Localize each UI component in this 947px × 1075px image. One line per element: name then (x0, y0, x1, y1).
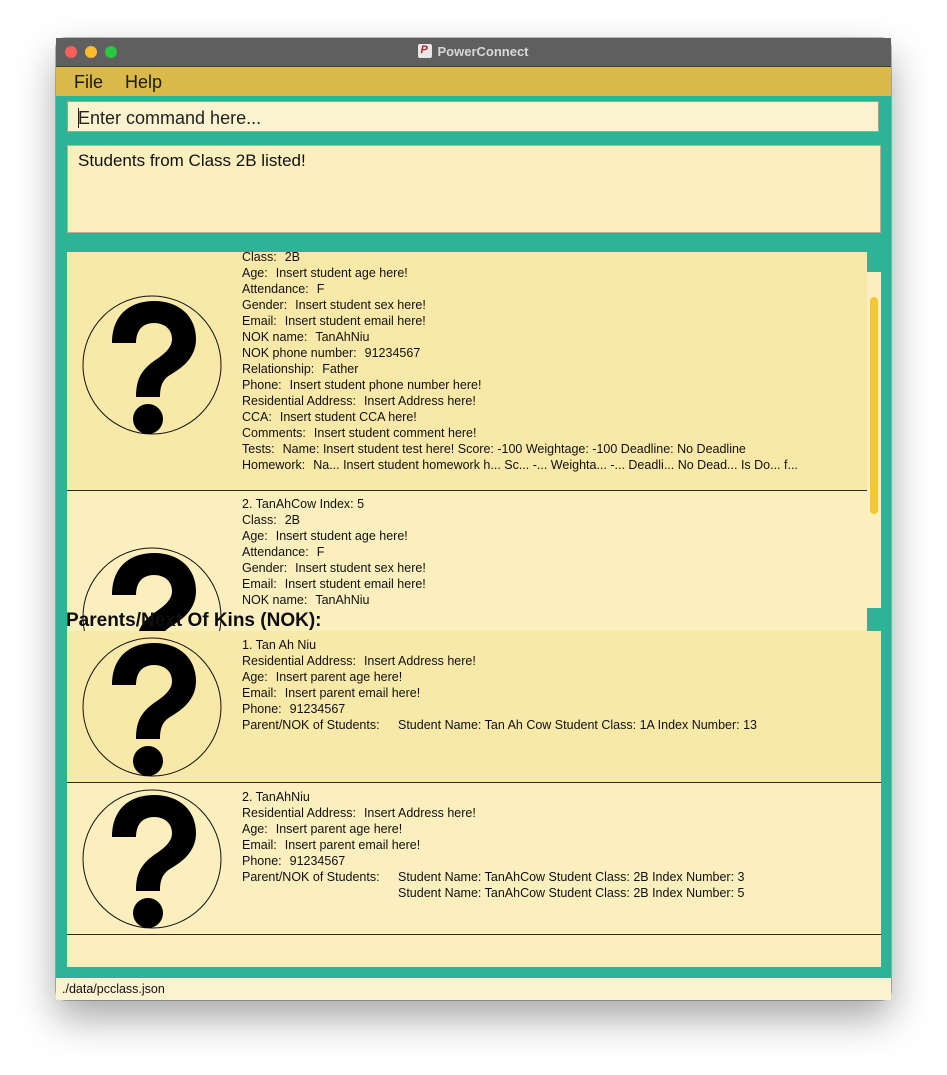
attendance-label: Attendance: (242, 545, 309, 559)
address-label: Residential Address: (242, 806, 356, 820)
title-bar[interactable] (56, 38, 891, 67)
parent-info (242, 637, 757, 733)
relationship-label: Relationship: (242, 362, 315, 376)
tests-label: Tests: (242, 442, 275, 456)
tests-value: Name: Insert student test here! Score: -100 Weightage: -100 Deadline: No Deadline (282, 442, 746, 456)
email-value: Insert parent email here! (284, 686, 421, 700)
student-info (242, 249, 798, 473)
address-label: Residential Address: (242, 654, 356, 668)
parent-info (242, 789, 744, 901)
address-value: Insert Address here! (363, 654, 476, 668)
email-label: Email: (242, 314, 277, 328)
age-label: Age: (242, 529, 268, 543)
result-message: Students from Class 2B listed! (78, 151, 306, 170)
nok-name-value: TanAhNiu (315, 593, 370, 607)
text-caret (78, 108, 79, 128)
class-value: 2B (284, 250, 301, 264)
age-label: Age: (242, 266, 268, 280)
linked-student: Student Name: TanAhCow Student Class: 2B Index Number: 5 (398, 886, 745, 900)
relationship-value: Father (322, 362, 359, 376)
email-label: Email: (242, 577, 277, 591)
command-box[interactable] (67, 101, 879, 132)
gender-value: Insert student sex here! (295, 298, 426, 312)
parents-section-title: Parents/Next Of Kins (NOK): (66, 610, 322, 631)
cca-value: Insert student CCA here! (279, 410, 417, 424)
window-title-area (56, 44, 891, 59)
gender-label: Gender: (242, 561, 288, 575)
data-file-path: ./data/pcclass.json (62, 982, 165, 996)
linked-student: Student Name: TanAhCow Student Class: 2B Index Number: 3 (398, 870, 745, 884)
parent-header: 1. Tan Ah Niu (242, 638, 317, 652)
result-display (67, 145, 881, 233)
student-list[interactable] (67, 250, 881, 608)
attendance-label: Attendance: (242, 282, 309, 296)
parent-list[interactable] (67, 631, 881, 967)
age-value: Insert student age here! (275, 529, 408, 543)
phone-label: Phone: (242, 378, 282, 392)
phone-label: Phone: (242, 702, 282, 716)
attendance-value: F (316, 282, 325, 296)
app-icon: P (418, 44, 432, 58)
email-value: Insert parent email here! (284, 838, 421, 852)
student-list-scrollbar[interactable] (870, 297, 878, 514)
linked-students-label: Parent/NOK of Students: (242, 870, 380, 884)
age-value: Insert parent age here! (275, 670, 403, 684)
comments-label: Comments: (242, 426, 306, 440)
gender-value: Insert student sex here! (295, 561, 426, 575)
homework-label: Homework: (242, 458, 306, 472)
address-label: Residential Address: (242, 394, 356, 408)
linked-students-label: Parent/NOK of Students: (242, 718, 380, 732)
menu-file[interactable]: File (74, 72, 104, 92)
parent-card[interactable] (67, 783, 881, 935)
nok-phone-label: NOK phone number: (242, 346, 357, 360)
status-bar (56, 978, 891, 1000)
email-value: Insert student email here! (284, 577, 426, 591)
phone-label: Phone: (242, 854, 282, 868)
comments-value: Insert student comment here! (313, 426, 477, 440)
nok-name-label: NOK name: (242, 330, 308, 344)
address-value: Insert Address here! (363, 806, 476, 820)
class-label: Class: (242, 250, 277, 264)
phone-value: Insert student phone number here! (289, 378, 482, 392)
student-info (242, 496, 426, 608)
age-value: Insert student age here! (275, 266, 408, 280)
app-window (56, 38, 891, 1000)
age-label: Age: (242, 822, 268, 836)
homework-value: Na... Insert student homework h... Sc... -... Weighta... -... Deadli... No Dead... Is Do... f... (313, 458, 798, 472)
age-value: Insert parent age here! (275, 822, 403, 836)
email-value: Insert student email here! (284, 314, 426, 328)
command-input[interactable] (78, 108, 868, 129)
question-mark-avatar-icon (82, 637, 222, 777)
question-mark-avatar-icon (82, 295, 222, 435)
gender-label: Gender: (242, 298, 288, 312)
class-label: Class: (242, 513, 277, 527)
nok-phone-value: 91234567 (364, 346, 421, 360)
address-value: Insert Address here! (363, 394, 476, 408)
age-label: Age: (242, 670, 268, 684)
phone-value: 91234567 (289, 854, 346, 868)
menu-bar (56, 67, 891, 96)
email-label: Email: (242, 686, 277, 700)
phone-value: 91234567 (289, 702, 346, 716)
student-card[interactable] (67, 252, 867, 491)
parent-card[interactable] (67, 631, 881, 783)
cca-label: CCA: (242, 410, 272, 424)
email-label: Email: (242, 838, 277, 852)
nok-name-value: TanAhNiu (315, 330, 370, 344)
class-value: 2B (284, 513, 301, 527)
window-title: PowerConnect (437, 44, 529, 59)
linked-student: Student Name: Tan Ah Cow Student Class: 1A Index Number: 13 (398, 718, 758, 732)
student-header: 2. TanAhCow Index: 5 (242, 497, 365, 511)
nok-name-label: NOK name: (242, 593, 308, 607)
menu-help[interactable]: Help (125, 72, 163, 92)
parent-header: 2. TanAhNiu (242, 790, 310, 804)
attendance-value: F (316, 545, 325, 559)
question-mark-avatar-icon (82, 789, 222, 929)
